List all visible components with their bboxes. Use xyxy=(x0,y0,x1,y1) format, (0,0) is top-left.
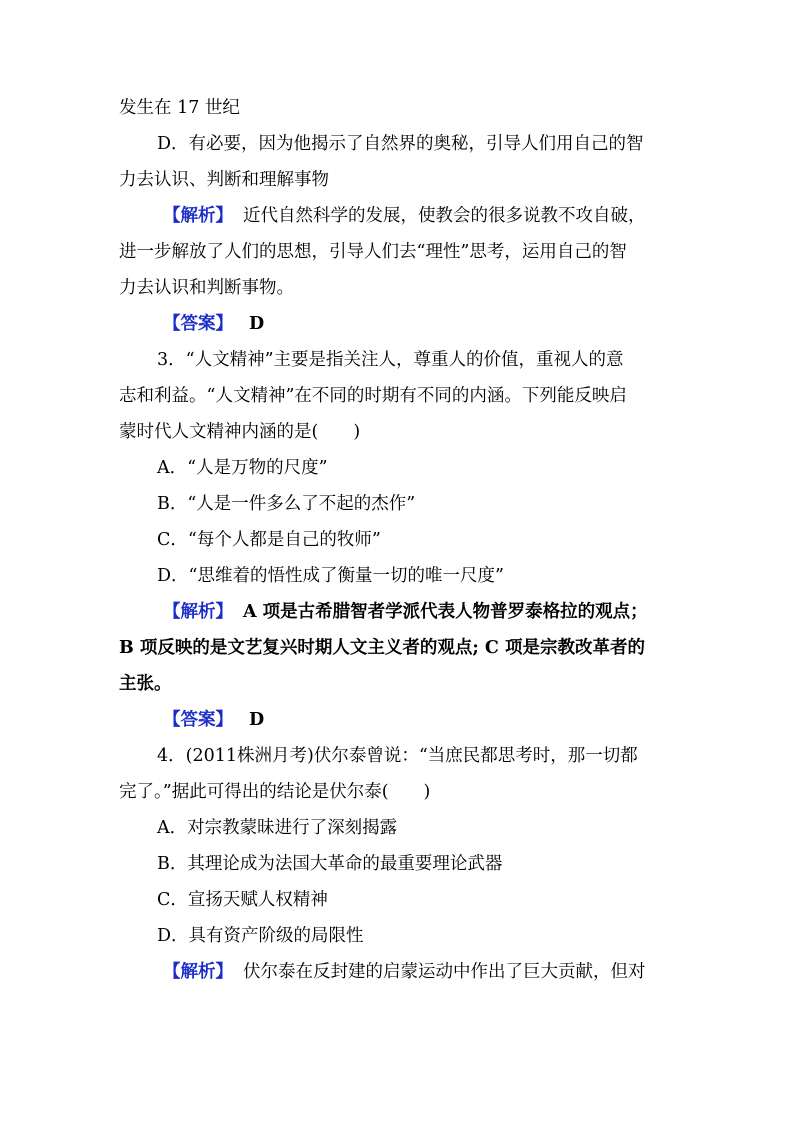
q4-stem-line2: 完了。”据此可得出的结论是伏尔泰( ) xyxy=(119,782,431,802)
q2-continued-text: 发生在 17 世纪 xyxy=(119,98,240,118)
analysis-tag: 【解析】 xyxy=(163,602,233,622)
q3-stem-line2: 志和利益。“人文精神”在不同的时期有不同的内涵。下列能反映启 xyxy=(119,386,627,406)
q3-stem-line1: 3．“人文精神”主要是指关注人，尊重人的价值，重视人的意 xyxy=(157,350,624,370)
q4-option-c: C．宣扬天赋人权精神 xyxy=(157,890,328,910)
q4-stem-line1: 4．(2011株洲月考)伏尔泰曾说：“当庶民都思考时，那一切都 xyxy=(157,746,638,766)
q2-analysis-line2: 进一步解放了人们的思想，引导人们去“理性”思考，运用自己的智 xyxy=(119,242,627,262)
q3-option-c: C．“每个人都是自己的牧师” xyxy=(157,530,381,550)
q2-answer-value: D xyxy=(249,314,265,334)
q3-analysis-line3: 主张。 xyxy=(119,674,172,694)
q3-analysis-line1 xyxy=(163,600,648,624)
q3-stem-line3: 蒙时代人文精神内涵的是( ) xyxy=(119,422,361,442)
q3-option-a: A．“人是万物的尺度” xyxy=(157,458,328,478)
answer-tag: 【答案】 xyxy=(163,710,233,730)
q2-analysis-line1 xyxy=(163,204,646,228)
q2-analysis-line3: 力去认识和判断事物。 xyxy=(119,278,294,298)
q3-analysis-line2: B 项反映的是文艺复兴时期人文主义者的观点; C 项是宗教改革者的 xyxy=(119,638,645,658)
q2-answer-line xyxy=(163,312,264,336)
q3-answer-value: D xyxy=(249,710,265,730)
answer-tag: 【答案】 xyxy=(163,314,233,334)
analysis-tag: 【解析】 xyxy=(163,962,233,982)
q3-option-b: B．“人是一件多么了不起的杰作” xyxy=(157,494,416,514)
q3-option-d: D．“思维着的悟性成了衡量一切的唯一尺度” xyxy=(157,566,504,586)
q2-analysis-text: 近代自然科学的发展，使教会的很多说教不攻自破， xyxy=(243,206,646,226)
q2-option-d-line1: D．有必要，因为他揭示了自然界的奥秘，引导人们用自己的智 xyxy=(157,134,644,154)
q4-analysis-line1 xyxy=(163,960,646,984)
q4-option-d: D．具有资产阶级的局限性 xyxy=(157,926,364,946)
analysis-tag: 【解析】 xyxy=(163,206,233,226)
q3-analysis-text: A 项是古希腊智者学派代表人物普罗泰格拉的观点； xyxy=(243,602,648,622)
q3-answer-line xyxy=(163,708,264,732)
q4-analysis-text: 伏尔泰在反封建的启蒙运动中作出了巨大贡献，但对 xyxy=(243,962,646,982)
q4-option-b: B．其理论成为法国大革命的最重要理论武器 xyxy=(157,854,503,874)
q4-option-a: A．对宗教蒙昧进行了深刻揭露 xyxy=(157,818,398,838)
q2-option-d-line2: 力去认识、判断和理解事物 xyxy=(119,170,329,190)
